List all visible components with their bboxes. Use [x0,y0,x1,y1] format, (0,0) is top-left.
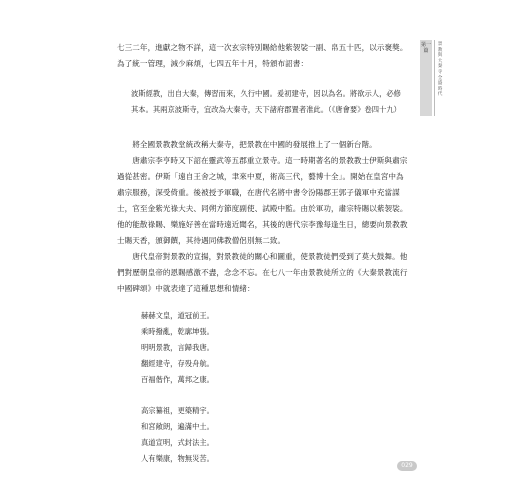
verse-line: 翻經建寺，存殁舟航。 [141,359,214,368]
edict-quote: 波斯經教，出自大秦，傳習而來，久行中國。爰初建寺，因以為名。將欲示人，必修其本。其兩京波斯寺，宜改為大秦寺，天下諸府郡置者准此。（《唐會要》卷四十九） [131,89,401,114]
body-text-block [117,137,411,297]
chapter-subtitle: 景教與大秦寺全盛時代 [437,42,443,98]
body-paragraph-2: 唐肅宗李亨時又下詔在靈武等五郡重立景寺。這一時期著名的景教教士伊斯與肅宗過從甚密。伊斯「遠自王舍之城，聿來中夏，術高三代，藝博十全」。開始在皇宮中為肅宗服務，深受倚重。後被授予軍職，在唐代名將中書令汾陽郡王郭子儀軍中充當謀士，官至金紫光祿大夫、同朔方節度副使、試殿中監。由於軍功，肅宗特賜以紫袈裟。他的能散祿賜、樂施好善在當時遠近聞名，其後的唐代宗李豫每逢生日，總要向景教教士賜天香，頒御饌，其待遇同佛教僧侶別無二致。 [117,156,408,245]
verse-line: 真道宣明，式封法主。 [141,438,214,447]
chapter-tab-divider [434,40,435,116]
verse-line: 高宗纂祖，更築精宇。 [141,406,214,415]
verse-line: 明明景教，言歸我唐。 [141,343,214,352]
verse-line: 和宮敞朗，遍滿中土。 [141,422,214,431]
chapter-label: 第一篇 [420,42,431,54]
intro-paragraph: 七三二年，進獻之物不詳，這一次玄宗特別賜給他紫袈裟一副、帛五十匹，以示褒獎。為了統一管理，減少麻煩，七四五年十月，特頒布詔書： [117,43,408,68]
intro-paragraph-block [117,40,411,72]
page-number: 029 [397,461,417,471]
verse-line: 乘時撥亂，乾廓坤張。 [141,327,214,336]
stele-verse-2 [141,403,214,467]
body-paragraph-3: 唐代皇帝對景教的宣揚，對景教徒的關心和圖重，使景教徒們受到了莫大鼓舞。他們對歷朝皇帝的恩賜感激不盡，念念不忘。在七八一年由景教徒所立的《大秦景教流行中國碑頌》中就表達了這種思想和情緒： [117,252,408,293]
verse-line: 人有樂康，物無災苦。 [141,454,214,463]
verse-line: 赫赫文皇，道冠前王。 [141,311,214,320]
verse-line: 百福偕作，萬邦之康。 [141,375,214,384]
stele-verse-1 [141,308,214,388]
body-paragraph-1: 將全國景教教堂統改稱大秦寺，把景教在中國的發展推上了一個新台階。 [132,140,377,149]
